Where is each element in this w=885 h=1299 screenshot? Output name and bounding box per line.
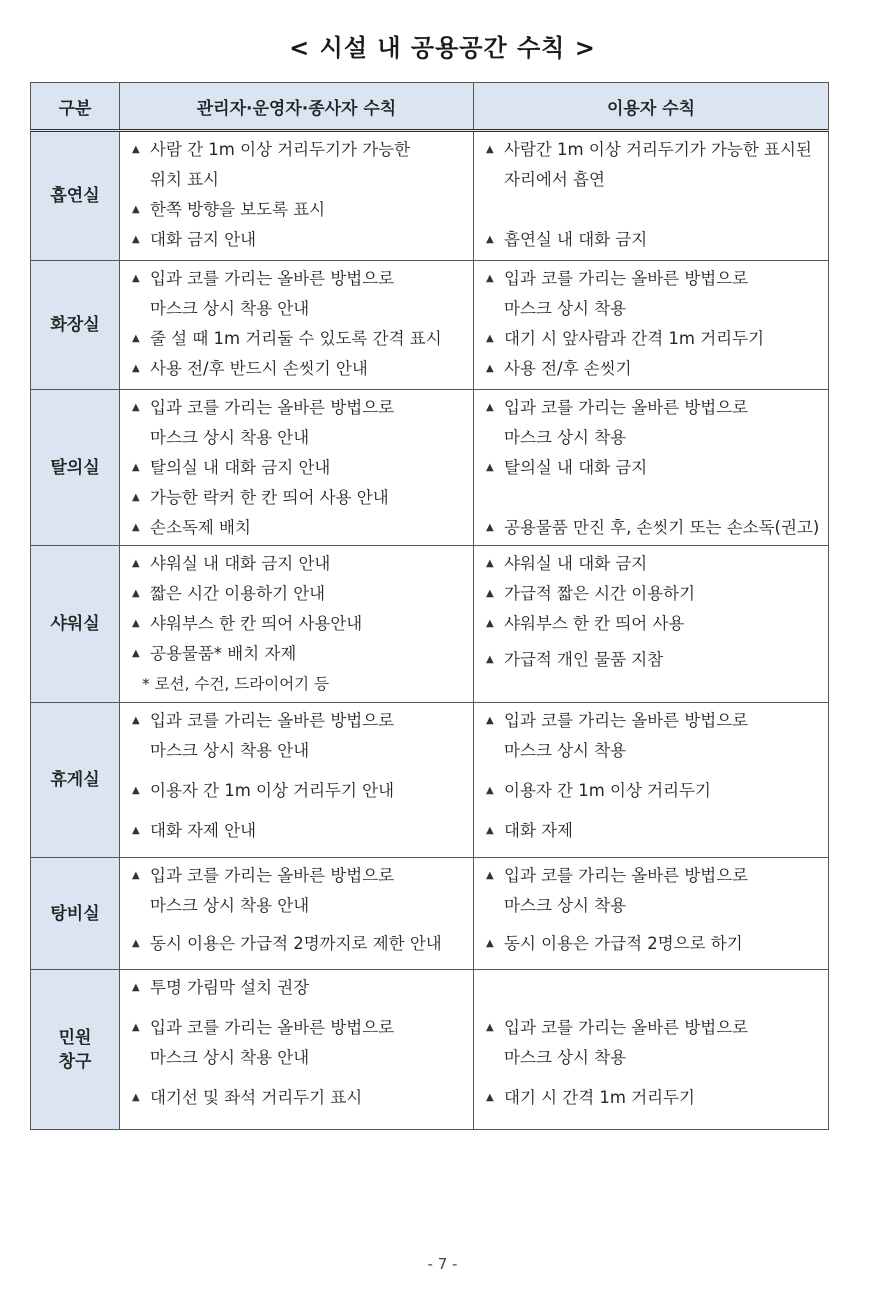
rule-text: 입과 코를 가리는 올바른 방법으로 마스크 상시 착용 안내	[150, 398, 395, 447]
bullet-triangle-icon: ▲	[132, 204, 140, 215]
rule-item	[132, 609, 467, 639]
rule-item	[486, 354, 822, 384]
bullet-triangle-icon: ▲	[132, 1092, 140, 1103]
bullet-triangle-icon: ▲	[132, 234, 140, 245]
rule-text: 탈의실 내 대화 금지 안내	[150, 458, 331, 477]
rule-text: 줄 설 때 1m 거리둘 수 있도록 간격 표시	[150, 329, 442, 348]
rule-item	[486, 929, 822, 959]
bullet-triangle-icon: ▲	[132, 1022, 140, 1033]
rule-item	[132, 579, 467, 609]
bullet-triangle-icon: ▲	[486, 144, 494, 155]
rule-item	[486, 706, 822, 766]
footnote	[132, 669, 467, 699]
rule-text: 입과 코를 가리는 올바른 방법으로 마스크 상시 착용 안내	[150, 711, 395, 760]
table-row	[31, 858, 829, 970]
header-category: 구분	[31, 83, 120, 131]
rule-item	[486, 816, 822, 846]
rule-text: 입과 코를 가리는 올바른 방법으로 마스크 상시 착용	[504, 1018, 749, 1067]
table-row	[31, 970, 829, 1130]
bullet-triangle-icon: ▲	[132, 870, 140, 881]
rule-text: 사람간 1m 이상 거리두기가 가능한 표시된 자리에서 흡연	[504, 140, 812, 189]
rule-text: 사용 전/후 반드시 손씻기 안내	[150, 359, 368, 378]
category-cell: 휴게실	[31, 703, 120, 858]
rule-item	[132, 225, 467, 255]
page-title: < 시설 내 공용공간 수칙 >	[289, 34, 596, 62]
bullet-triangle-icon: ▲	[132, 273, 140, 284]
user-rules-cell	[474, 970, 829, 1130]
rule-item	[486, 513, 822, 543]
bullet-triangle-icon: ▲	[486, 558, 494, 569]
header-user-rules: 이용자 수칙	[474, 83, 829, 131]
category-cell: 탕비실	[31, 858, 120, 970]
bullet-triangle-icon: ▲	[132, 363, 140, 374]
user-rules-cell	[474, 703, 829, 858]
rule-text: 입과 코를 가리는 올바른 방법으로 마스크 상시 착용 안내	[150, 1018, 395, 1067]
rule-text: 동시 이용은 가급적 2명까지로 제한 안내	[150, 934, 442, 953]
rule-item	[486, 1013, 822, 1073]
staff-rules-cell	[120, 703, 474, 858]
table-row	[31, 546, 829, 703]
rule-item	[132, 195, 467, 225]
bullet-triangle-icon: ▲	[132, 938, 140, 949]
rule-item	[132, 393, 467, 453]
rule-item	[132, 776, 467, 806]
rule-item	[486, 264, 822, 324]
rule-text: 대화 자제	[504, 821, 574, 840]
bullet-triangle-icon: ▲	[486, 363, 494, 374]
bullet-triangle-icon: ▲	[132, 144, 140, 155]
bullet-triangle-icon: ▲	[132, 785, 140, 796]
user-rules-cell	[474, 546, 829, 703]
bullet-triangle-icon: ▲	[132, 522, 140, 533]
rule-text: 입과 코를 가리는 올바른 방법으로 마스크 상시 착용 안내	[150, 269, 395, 318]
bullet-triangle-icon: ▲	[486, 938, 494, 949]
rule-text: 대기 시 앞사람과 간격 1m 거리두기	[504, 329, 765, 348]
bullet-triangle-icon: ▲	[486, 715, 494, 726]
bullet-triangle-icon: ▲	[486, 402, 494, 413]
category-cell: 화장실	[31, 261, 120, 390]
bullet-triangle-icon: ▲	[486, 522, 494, 533]
rule-text: 탈의실 내 대화 금지	[504, 458, 648, 477]
rule-text: 샤워실 내 대화 금지	[504, 554, 648, 573]
staff-rules-cell	[120, 858, 474, 970]
bullet-triangle-icon: ▲	[486, 273, 494, 284]
staff-rules-cell	[120, 546, 474, 703]
rule-item	[132, 513, 467, 543]
rule-text: 가급적 개인 물품 지참	[504, 650, 664, 669]
rule-item	[486, 609, 822, 639]
staff-rules-cell	[120, 970, 474, 1130]
rule-item	[132, 861, 467, 921]
bullet-triangle-icon: ▲	[132, 492, 140, 503]
staff-rules-cell	[120, 390, 474, 546]
table-row	[31, 703, 829, 858]
rule-text: 샤워부스 한 칸 띄어 사용안내	[150, 614, 363, 633]
rule-text: 짧은 시간 이용하기 안내	[150, 584, 326, 603]
category-cell: 민원 창구	[31, 970, 120, 1130]
bullet-triangle-icon: ▲	[486, 870, 494, 881]
rule-text: 투명 가림막 설치 권장	[150, 978, 310, 997]
user-rules-cell	[474, 131, 829, 261]
page-number: - 7 -	[427, 1255, 458, 1273]
rule-item	[486, 453, 822, 483]
rule-text: 입과 코를 가리는 올바른 방법으로 마스크 상시 착용	[504, 269, 749, 318]
category-cell: 흡연실	[31, 131, 120, 261]
rule-text: 흡연실 내 대화 금지	[504, 230, 648, 249]
bullet-triangle-icon: ▲	[132, 982, 140, 993]
staff-rules-cell	[120, 261, 474, 390]
user-rules-cell	[474, 390, 829, 546]
category-cell: 샤워실	[31, 546, 120, 703]
rule-text: 공용물품* 배치 자제	[150, 644, 297, 663]
bullet-triangle-icon: ▲	[486, 1092, 494, 1103]
rule-item	[132, 483, 467, 513]
rule-item	[486, 1083, 822, 1113]
bullet-triangle-icon: ▲	[132, 333, 140, 344]
rule-item	[132, 453, 467, 483]
rule-text: 공용물품 만진 후, 손씻기 또는 손소독(권고)	[504, 518, 820, 537]
rule-text: 샤워부스 한 칸 띄어 사용	[504, 614, 685, 633]
rule-text: 대기 시 간격 1m 거리두기	[504, 1088, 696, 1107]
rule-item	[132, 549, 467, 579]
rule-text: 입과 코를 가리는 올바른 방법으로 마스크 상시 착용	[504, 711, 749, 760]
rule-text: 동시 이용은 가급적 2명으로 하기	[504, 934, 743, 953]
table-row	[31, 390, 829, 546]
rule-text: 가급적 짧은 시간 이용하기	[504, 584, 696, 603]
rule-item	[486, 393, 822, 453]
rule-text: 대기선 및 좌석 거리두기 표시	[150, 1088, 363, 1107]
rule-item	[486, 645, 822, 675]
rule-item	[132, 1013, 467, 1073]
bullet-triangle-icon: ▲	[132, 715, 140, 726]
rule-item	[486, 549, 822, 579]
rule-item	[132, 264, 467, 324]
table-header-row	[31, 83, 829, 131]
rule-text: 입과 코를 가리는 올바른 방법으로 마스크 상시 착용	[504, 398, 749, 447]
rule-item	[486, 579, 822, 609]
user-rules-cell	[474, 261, 829, 390]
rule-text: 이용자 간 1m 이상 거리두기	[504, 781, 711, 800]
rule-item	[132, 135, 467, 195]
rule-item	[132, 324, 467, 354]
rule-text: 사람 간 1m 이상 거리두기가 가능한 위치 표시	[150, 140, 411, 189]
rules-table	[30, 82, 829, 1130]
bullet-triangle-icon: ▲	[486, 785, 494, 796]
rule-item	[486, 324, 822, 354]
rule-text: 손소독제 배치	[150, 518, 251, 537]
rule-text: 입과 코를 가리는 올바른 방법으로 마스크 상시 착용 안내	[150, 866, 395, 915]
bullet-triangle-icon: ▲	[486, 588, 494, 599]
bullet-triangle-icon: ▲	[132, 402, 140, 413]
header-staff-rules: 관리자·운영자·종사자 수칙	[120, 83, 474, 131]
rule-item	[132, 929, 467, 959]
bullet-triangle-icon: ▲	[486, 1022, 494, 1033]
rule-item	[132, 816, 467, 846]
category-cell: 탈의실	[31, 390, 120, 546]
rule-text: 대화 자제 안내	[150, 821, 257, 840]
rule-item	[132, 706, 467, 766]
bullet-triangle-icon: ▲	[486, 825, 494, 836]
staff-rules-cell	[120, 131, 474, 261]
bullet-triangle-icon: ▲	[486, 234, 494, 245]
rule-item	[486, 861, 822, 921]
rule-item	[486, 776, 822, 806]
rule-item	[132, 1083, 467, 1113]
rule-item	[486, 135, 822, 195]
rule-text: 사용 전/후 손씻기	[504, 359, 632, 378]
rule-text: 이용자 간 1m 이상 거리두기 안내	[150, 781, 395, 800]
rule-text: 입과 코를 가리는 올바른 방법으로 마스크 상시 착용	[504, 866, 749, 915]
rule-text: 샤워실 내 대화 금지 안내	[150, 554, 331, 573]
user-rules-cell	[474, 858, 829, 970]
bullet-triangle-icon: ▲	[486, 333, 494, 344]
bullet-triangle-icon: ▲	[132, 648, 140, 659]
bullet-triangle-icon: ▲	[486, 618, 494, 629]
table-row	[31, 261, 829, 390]
bullet-triangle-icon: ▲	[486, 462, 494, 473]
rule-item	[132, 354, 467, 384]
bullet-triangle-icon: ▲	[486, 654, 494, 665]
rule-text: 한쪽 방향을 보도록 표시	[150, 200, 326, 219]
rule-item	[132, 639, 467, 669]
table-row	[31, 131, 829, 261]
rule-text: 대화 금지 안내	[150, 230, 257, 249]
rule-text: * 로션, 수건, 드라이어기 등	[142, 675, 330, 693]
bullet-triangle-icon: ▲	[132, 558, 140, 569]
bullet-triangle-icon: ▲	[132, 462, 140, 473]
bullet-triangle-icon: ▲	[132, 588, 140, 599]
bullet-triangle-icon: ▲	[132, 618, 140, 629]
rule-item	[486, 225, 822, 255]
rule-text: 가능한 락커 한 칸 띄어 사용 안내	[150, 488, 389, 507]
bullet-triangle-icon: ▲	[132, 825, 140, 836]
rule-item	[132, 973, 467, 1003]
